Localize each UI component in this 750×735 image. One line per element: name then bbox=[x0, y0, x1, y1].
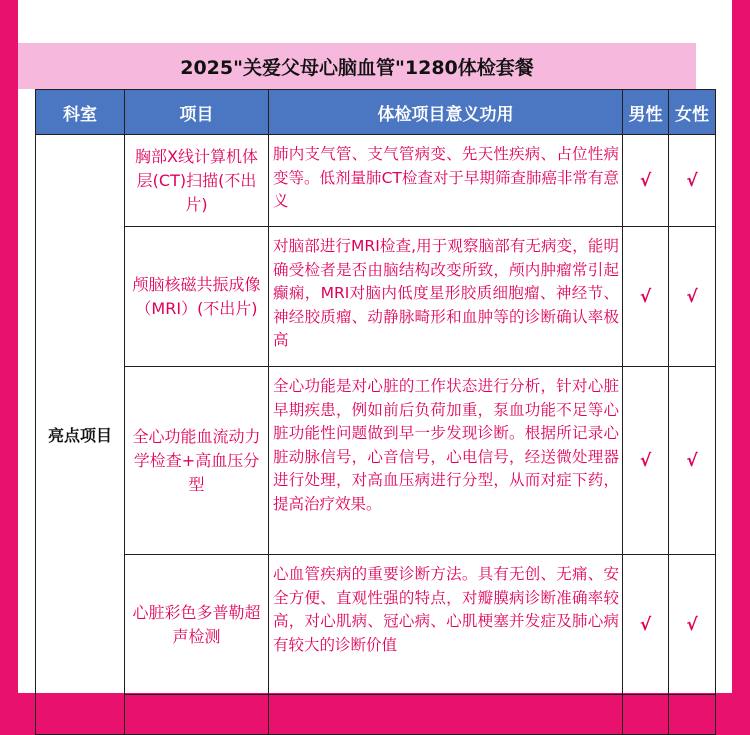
header-meaning: 体检项目意义功用 bbox=[269, 90, 623, 135]
male-check: √ bbox=[623, 555, 669, 695]
item-meaning: 肺内支气管、支气管病变、先天性疾病、占位性病变等。低剂量肺CT检查对于早期筛查肺癌非常有意义 bbox=[269, 135, 623, 227]
male-check-empty bbox=[623, 695, 669, 735]
female-check: √ bbox=[669, 367, 716, 555]
male-check: √ bbox=[623, 227, 669, 367]
header-male: 男性 bbox=[623, 90, 669, 135]
item-meaning: 对脑部进行MRI检查,用于观察脑部有无病变，能明确受检者是否由脑结构改变所致，颅内肿瘤常引起癫痫，MRI对脑内低度星形胶质细胞瘤、神经节、神经胶质瘤、动静脉畸形和血肿等的诊断确认率极高 bbox=[269, 227, 623, 367]
item-meaning: 心血管疾病的重要诊断方法。具有无创、无痛、安全方便、直观性强的特点，对瓣膜病诊断准确率较高，对心肌病、冠心病、心肌梗塞并发症及肺心病有较大的诊断价值 bbox=[269, 555, 623, 695]
male-check: √ bbox=[623, 367, 669, 555]
checkup-table bbox=[35, 89, 716, 735]
item-name: 心脏彩色多普勒超声检测 bbox=[125, 555, 269, 695]
male-check: √ bbox=[623, 135, 669, 227]
section-label: 亮点项目 bbox=[36, 135, 125, 735]
table-row bbox=[36, 367, 716, 555]
header-item: 项目 bbox=[125, 90, 269, 135]
item-name: 胸部X线计算机体层(CT)扫描(不出片) bbox=[125, 135, 269, 227]
item-meaning: 全心功能是对心脏的工作状态进行分析，针对心脏早期疾患，例如前后负荷加重，泵血功能不足等心脏功能性问题做到早一步发现诊断。根据所记录心脏动脉信号，心音信号，心电信号，经送微处理器进行处理，对高血压病进行分型，从而对症下药，提高治疗效果。 bbox=[269, 367, 623, 555]
item-meaning-empty bbox=[269, 695, 623, 735]
female-check-empty bbox=[669, 695, 716, 735]
table-row bbox=[36, 227, 716, 367]
female-check: √ bbox=[669, 555, 716, 695]
item-name-empty bbox=[125, 695, 269, 735]
table-row bbox=[36, 555, 716, 695]
item-name: 全心功能血流动力学检查+高血压分型 bbox=[125, 367, 269, 555]
table-row bbox=[36, 135, 716, 227]
table-header-row bbox=[36, 90, 716, 135]
header-female: 女性 bbox=[669, 90, 716, 135]
female-check: √ bbox=[669, 135, 716, 227]
header-dept: 科室 bbox=[36, 90, 125, 135]
table-row-continued bbox=[36, 695, 716, 735]
package-title: 2025"关爱父母心脑血管"1280体检套餐 bbox=[18, 43, 696, 89]
female-check: √ bbox=[669, 227, 716, 367]
item-name: 颅脑核磁共振成像（MRI）(不出片) bbox=[125, 227, 269, 367]
